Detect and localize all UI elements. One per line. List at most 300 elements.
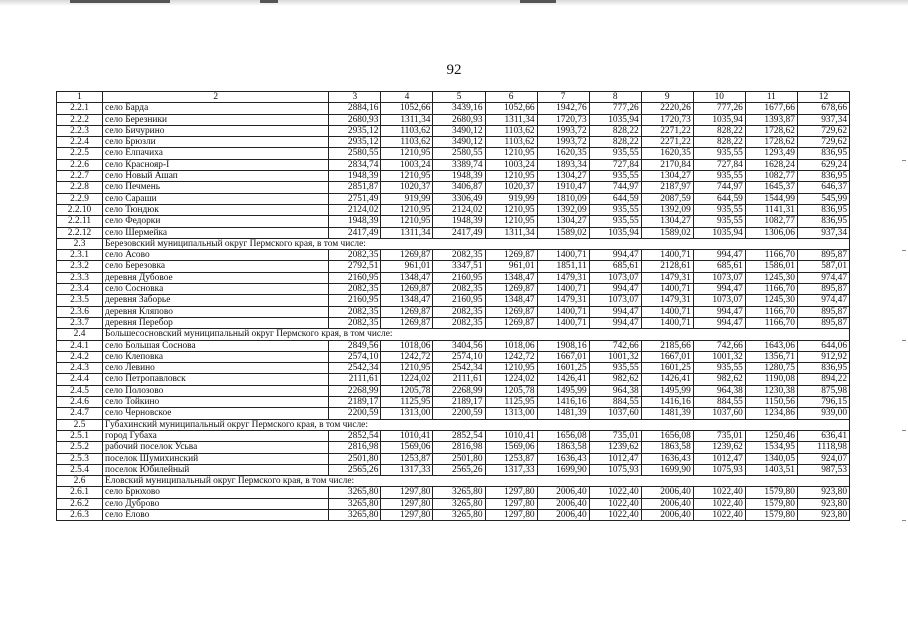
table-row <box>57 295 850 306</box>
value-cell: 1304,27 <box>537 216 589 227</box>
row-code: 2.5.1 <box>57 430 103 441</box>
value-cell: 1589,02 <box>641 227 693 238</box>
table-row <box>57 464 850 475</box>
value-cell: 1311,34 <box>485 227 537 238</box>
value-cell: 919,99 <box>485 193 537 204</box>
value-cell: 2834,74 <box>329 159 381 170</box>
value-cell: 1313,00 <box>485 408 537 419</box>
section-row <box>57 419 850 430</box>
row-code: 2.2.3 <box>57 125 103 136</box>
row-code: 2.4.3 <box>57 363 103 374</box>
value-cell: 3490,12 <box>433 137 485 148</box>
value-cell: 3490,12 <box>433 125 485 136</box>
value-cell: 974,47 <box>797 295 849 306</box>
value-cell: 1141,31 <box>745 204 797 215</box>
value-cell: 836,95 <box>797 363 849 374</box>
value-cell: 1579,80 <box>745 498 797 509</box>
value-cell: 1297,80 <box>381 509 433 520</box>
value-cell: 1210,95 <box>381 363 433 374</box>
value-cell: 2580,55 <box>329 148 381 159</box>
scan-artifact <box>70 0 170 3</box>
section-title: Губахинский муниципальный округ Пермского края, в том числе: <box>103 419 850 430</box>
value-cell: 1075,93 <box>693 464 745 475</box>
column-header: 2 <box>103 92 329 103</box>
value-cell: 974,47 <box>797 272 849 283</box>
row-code: 2.6.1 <box>57 487 103 498</box>
value-cell: 1400,71 <box>537 306 589 317</box>
value-cell: 895,87 <box>797 317 849 328</box>
value-cell: 994,47 <box>589 250 641 261</box>
table-body <box>57 103 850 521</box>
settlement-name: деревня Кляпово <box>103 306 329 317</box>
value-cell: 1037,60 <box>693 408 745 419</box>
value-cell: 1948,39 <box>329 216 381 227</box>
row-code: 2.5.4 <box>57 464 103 475</box>
value-cell: 1479,31 <box>537 272 589 283</box>
value-cell: 1022,40 <box>589 509 641 520</box>
value-cell: 1479,31 <box>641 272 693 283</box>
value-cell: 935,55 <box>693 171 745 182</box>
value-cell: 2160,95 <box>433 295 485 306</box>
value-cell: 1400,71 <box>641 284 693 295</box>
value-cell: 2851,87 <box>329 182 381 193</box>
table-row <box>57 261 850 272</box>
value-cell: 2271,22 <box>641 125 693 136</box>
settlement-name: село Дуброво <box>103 498 329 509</box>
value-cell: 939,00 <box>797 408 849 419</box>
page-number: 92 <box>446 62 462 78</box>
scan-artifact <box>902 160 906 161</box>
row-code: 2.6.3 <box>57 509 103 520</box>
row-code: 2.6.2 <box>57 498 103 509</box>
settlement-name: село Полозово <box>103 385 329 396</box>
value-cell: 935,55 <box>589 363 641 374</box>
value-cell: 796,15 <box>797 397 849 408</box>
value-cell: 2082,35 <box>433 250 485 261</box>
row-code: 2.4 <box>57 329 103 340</box>
value-cell: 1340,05 <box>745 453 797 464</box>
value-cell: 1010,41 <box>485 430 537 441</box>
table-row <box>57 171 850 182</box>
value-cell: 1297,80 <box>485 487 537 498</box>
value-cell: 1018,06 <box>381 340 433 351</box>
value-cell: 1020,37 <box>485 182 537 193</box>
value-cell: 884,55 <box>693 397 745 408</box>
value-cell: 1495,99 <box>641 385 693 396</box>
value-cell: 1210,95 <box>485 171 537 182</box>
value-cell: 1230,38 <box>745 385 797 396</box>
value-cell: 1052,66 <box>381 103 433 114</box>
value-cell: 1242,72 <box>381 351 433 362</box>
section-title: Большесосновский муниципальный округ Пермского края, в том числе: <box>103 329 850 340</box>
value-cell: 646,37 <box>797 182 849 193</box>
settlement-name: село Шермейка <box>103 227 329 238</box>
scan-artifact <box>902 520 906 521</box>
value-cell: 1103,62 <box>485 125 537 136</box>
value-cell: 729,62 <box>797 125 849 136</box>
value-cell: 1993,72 <box>537 125 589 136</box>
value-cell: 935,55 <box>589 204 641 215</box>
table-row <box>57 204 850 215</box>
section-title: Березовский муниципальный округ Пермского края, в том числе: <box>103 238 850 249</box>
section-title: Еловский муниципальный округ Пермского края, в том числе: <box>103 476 850 487</box>
value-cell: 1018,06 <box>485 340 537 351</box>
value-cell: 1269,87 <box>381 284 433 295</box>
settlement-name: село Березники <box>103 114 329 125</box>
value-cell: 1317,33 <box>381 464 433 475</box>
value-cell: 3265,80 <box>329 498 381 509</box>
value-cell: 1210,95 <box>485 204 537 215</box>
row-code: 2.4.4 <box>57 374 103 385</box>
table-row <box>57 374 850 385</box>
value-cell: 1400,71 <box>641 250 693 261</box>
table-row <box>57 317 850 328</box>
value-cell: 1035,94 <box>693 114 745 125</box>
value-cell: 2268,99 <box>329 385 381 396</box>
value-cell: 1245,30 <box>745 295 797 306</box>
value-cell: 1400,71 <box>641 317 693 328</box>
settlement-name: село Березовка <box>103 261 329 272</box>
settlement-name: село Брюзли <box>103 137 329 148</box>
value-cell: 2082,35 <box>433 317 485 328</box>
value-cell: 1893,34 <box>537 159 589 170</box>
value-cell: 987,53 <box>797 464 849 475</box>
table-row <box>57 442 850 453</box>
table-row <box>57 498 850 509</box>
value-cell: 1001,32 <box>589 351 641 362</box>
value-cell: 742,66 <box>693 340 745 351</box>
value-cell: 1304,27 <box>537 171 589 182</box>
value-cell: 2200,59 <box>433 408 485 419</box>
value-cell: 1022,40 <box>693 498 745 509</box>
value-cell: 729,62 <box>797 137 849 148</box>
value-cell: 1210,95 <box>485 216 537 227</box>
settlement-name: село Краснояр-I <box>103 159 329 170</box>
value-cell: 935,55 <box>693 363 745 374</box>
value-cell: 1022,40 <box>693 509 745 520</box>
value-cell: 895,87 <box>797 250 849 261</box>
value-cell: 1400,71 <box>537 284 589 295</box>
column-header: 6 <box>485 92 537 103</box>
settlement-name: деревня Перебор <box>103 317 329 328</box>
value-cell: 1003,24 <box>485 159 537 170</box>
row-code: 2.2.4 <box>57 137 103 148</box>
value-cell: 727,84 <box>693 159 745 170</box>
value-cell: 2187,97 <box>641 182 693 193</box>
column-header: 1 <box>57 92 103 103</box>
value-cell: 1656,08 <box>537 430 589 441</box>
row-code: 2.6 <box>57 476 103 487</box>
row-code: 2.2.7 <box>57 171 103 182</box>
table-row <box>57 103 850 114</box>
value-cell: 912,92 <box>797 351 849 362</box>
value-cell: 1948,39 <box>433 171 485 182</box>
table-row <box>57 216 850 227</box>
value-cell: 2816,98 <box>329 442 381 453</box>
value-cell: 919,99 <box>381 193 433 204</box>
settlement-name: село Большая Соснова <box>103 340 329 351</box>
value-cell: 678,66 <box>797 103 849 114</box>
value-cell: 2417,49 <box>329 227 381 238</box>
value-cell: 2160,95 <box>329 295 381 306</box>
settlement-name: поселок Шумихинский <box>103 453 329 464</box>
row-code: 2.5.3 <box>57 453 103 464</box>
value-cell: 1311,34 <box>381 114 433 125</box>
settlement-name: село Сараши <box>103 193 329 204</box>
row-code: 2.2.11 <box>57 216 103 227</box>
value-cell: 2935,12 <box>329 125 381 136</box>
value-cell: 1495,99 <box>537 385 589 396</box>
settlement-name: село Петропавловск <box>103 374 329 385</box>
value-cell: 2680,93 <box>433 114 485 125</box>
settlement-name: село Печмень <box>103 182 329 193</box>
table-row <box>57 193 850 204</box>
value-cell: 685,61 <box>693 261 745 272</box>
value-cell: 1579,80 <box>745 487 797 498</box>
value-cell: 1416,16 <box>537 397 589 408</box>
value-cell: 2160,95 <box>433 272 485 283</box>
value-cell: 1250,46 <box>745 430 797 441</box>
value-cell: 1150,56 <box>745 397 797 408</box>
value-cell: 2792,51 <box>329 261 381 272</box>
value-cell: 2006,40 <box>537 487 589 498</box>
value-cell: 1601,25 <box>537 363 589 374</box>
row-code: 2.4.7 <box>57 408 103 419</box>
settlement-name: поселок Юбилейный <box>103 464 329 475</box>
value-cell: 1720,73 <box>641 114 693 125</box>
settlement-name: село Федорки <box>103 216 329 227</box>
settlement-name: деревня Заборье <box>103 295 329 306</box>
row-code: 2.2.8 <box>57 182 103 193</box>
settlement-name: село Елово <box>103 509 329 520</box>
value-cell: 2542,34 <box>433 363 485 374</box>
value-cell: 836,95 <box>797 148 849 159</box>
value-cell: 1643,06 <box>745 340 797 351</box>
value-cell: 2751,49 <box>329 193 381 204</box>
value-cell: 1667,01 <box>537 351 589 362</box>
value-cell: 1210,95 <box>485 363 537 374</box>
value-cell: 2124,02 <box>329 204 381 215</box>
row-code: 2.2.10 <box>57 204 103 215</box>
value-cell: 923,80 <box>797 487 849 498</box>
value-cell: 994,47 <box>693 284 745 295</box>
value-cell: 2574,10 <box>433 351 485 362</box>
value-cell: 777,26 <box>589 103 641 114</box>
value-cell: 1103,62 <box>381 125 433 136</box>
table-row <box>57 148 850 159</box>
value-cell: 2124,02 <box>433 204 485 215</box>
value-cell: 1020,37 <box>381 182 433 193</box>
value-cell: 744,97 <box>589 182 641 193</box>
value-cell: 1118,98 <box>797 442 849 453</box>
value-cell: 1269,87 <box>485 317 537 328</box>
value-cell: 2849,56 <box>329 340 381 351</box>
value-cell: 1636,43 <box>641 453 693 464</box>
section-row <box>57 476 850 487</box>
value-cell: 644,59 <box>589 193 641 204</box>
value-cell: 828,22 <box>589 137 641 148</box>
value-cell: 1677,66 <box>745 103 797 114</box>
value-cell: 923,80 <box>797 509 849 520</box>
value-cell: 1393,87 <box>745 114 797 125</box>
value-cell: 994,47 <box>693 306 745 317</box>
section-row <box>57 329 850 340</box>
value-cell: 1035,94 <box>589 114 641 125</box>
value-cell: 1481,39 <box>641 408 693 419</box>
value-cell: 3265,80 <box>329 487 381 498</box>
value-cell: 1205,78 <box>485 385 537 396</box>
value-cell: 1601,25 <box>641 363 693 374</box>
value-cell: 895,87 <box>797 306 849 317</box>
value-cell: 994,47 <box>589 284 641 295</box>
value-cell: 1400,71 <box>537 250 589 261</box>
row-code: 2.3.3 <box>57 272 103 283</box>
value-cell: 3347,51 <box>433 261 485 272</box>
table-row <box>57 227 850 238</box>
value-cell: 1942,76 <box>537 103 589 114</box>
value-cell: 1269,87 <box>485 284 537 295</box>
value-cell: 1311,34 <box>381 227 433 238</box>
value-cell: 1035,94 <box>693 227 745 238</box>
table-row <box>57 284 850 295</box>
value-cell: 961,01 <box>381 261 433 272</box>
settlement-name: село Клеповка <box>103 351 329 362</box>
value-cell: 2189,17 <box>329 397 381 408</box>
value-cell: 1166,70 <box>745 306 797 317</box>
table-row <box>57 385 850 396</box>
value-cell: 2006,40 <box>641 487 693 498</box>
value-cell: 685,61 <box>589 261 641 272</box>
column-header: 4 <box>381 92 433 103</box>
column-header: 3 <box>329 92 381 103</box>
value-cell: 1010,41 <box>381 430 433 441</box>
row-code: 2.3.6 <box>57 306 103 317</box>
value-cell: 2006,40 <box>537 509 589 520</box>
value-cell: 1306,06 <box>745 227 797 238</box>
value-cell: 1166,70 <box>745 317 797 328</box>
value-cell: 1022,40 <box>589 498 641 509</box>
value-cell: 1400,71 <box>537 317 589 328</box>
value-cell: 1210,95 <box>381 171 433 182</box>
value-cell: 1297,80 <box>485 509 537 520</box>
value-cell: 1234,86 <box>745 408 797 419</box>
value-cell: 1356,71 <box>745 351 797 362</box>
column-header: 12 <box>797 92 849 103</box>
value-cell: 836,95 <box>797 216 849 227</box>
value-cell: 1392,09 <box>537 204 589 215</box>
value-cell: 1720,73 <box>537 114 589 125</box>
row-code: 2.4.6 <box>57 397 103 408</box>
value-cell: 1253,87 <box>381 453 433 464</box>
value-cell: 2565,26 <box>433 464 485 475</box>
value-cell: 1392,09 <box>641 204 693 215</box>
value-cell: 3265,80 <box>433 509 485 520</box>
value-cell: 1022,40 <box>693 487 745 498</box>
value-cell: 1166,70 <box>745 250 797 261</box>
value-cell: 1569,06 <box>485 442 537 453</box>
value-cell: 1348,47 <box>381 272 433 283</box>
value-cell: 1012,47 <box>693 453 745 464</box>
value-cell: 937,34 <box>797 227 849 238</box>
settlement-name: село Бичурино <box>103 125 329 136</box>
value-cell: 937,34 <box>797 114 849 125</box>
value-cell: 994,47 <box>589 317 641 328</box>
row-code: 2.3 <box>57 238 103 249</box>
value-cell: 1224,02 <box>485 374 537 385</box>
value-cell: 1948,39 <box>329 171 381 182</box>
row-code: 2.4.5 <box>57 385 103 396</box>
value-cell: 1269,87 <box>381 317 433 328</box>
value-cell: 3265,80 <box>433 487 485 498</box>
value-cell: 1948,39 <box>433 216 485 227</box>
value-cell: 828,22 <box>693 137 745 148</box>
value-cell: 1190,08 <box>745 374 797 385</box>
value-cell: 2082,35 <box>329 306 381 317</box>
value-cell: 587,01 <box>797 261 849 272</box>
value-cell: 935,55 <box>589 148 641 159</box>
scan-artifact <box>260 0 278 3</box>
table-row <box>57 408 850 419</box>
table-row <box>57 487 850 498</box>
scan-artifact <box>902 340 906 341</box>
value-cell: 1075,93 <box>589 464 641 475</box>
value-cell: 1416,16 <box>641 397 693 408</box>
row-code: 2.4.1 <box>57 340 103 351</box>
value-cell: 1656,08 <box>641 430 693 441</box>
value-cell: 1908,16 <box>537 340 589 351</box>
settlement-name: село Сосновка <box>103 284 329 295</box>
row-code: 2.2.12 <box>57 227 103 238</box>
value-cell: 735,01 <box>589 430 641 441</box>
value-cell: 1304,27 <box>641 216 693 227</box>
value-cell: 1269,87 <box>485 250 537 261</box>
value-cell: 629,24 <box>797 159 849 170</box>
value-cell: 777,26 <box>693 103 745 114</box>
table-row <box>57 363 850 374</box>
value-cell: 1125,95 <box>381 397 433 408</box>
value-cell: 1280,75 <box>745 363 797 374</box>
value-cell: 3439,16 <box>433 103 485 114</box>
value-cell: 923,80 <box>797 498 849 509</box>
table-header-row <box>57 92 850 103</box>
value-cell: 1245,30 <box>745 272 797 283</box>
value-cell: 2574,10 <box>329 351 381 362</box>
tariff-table <box>56 91 850 521</box>
value-cell: 2082,35 <box>329 317 381 328</box>
value-cell: 1239,62 <box>589 442 641 453</box>
row-code: 2.5.2 <box>57 442 103 453</box>
value-cell: 1863,58 <box>537 442 589 453</box>
value-cell: 2501,80 <box>329 453 381 464</box>
value-cell: 1348,47 <box>381 295 433 306</box>
value-cell: 1426,41 <box>641 374 693 385</box>
value-cell: 836,95 <box>797 171 849 182</box>
value-cell: 895,87 <box>797 284 849 295</box>
value-cell: 1304,27 <box>641 171 693 182</box>
value-cell: 2417,49 <box>433 227 485 238</box>
value-cell: 836,95 <box>797 204 849 215</box>
value-cell: 1579,80 <box>745 509 797 520</box>
value-cell: 2170,84 <box>641 159 693 170</box>
table-row <box>57 340 850 351</box>
value-cell: 982,62 <box>589 374 641 385</box>
value-cell: 1620,35 <box>641 148 693 159</box>
table-row <box>57 125 850 136</box>
value-cell: 1481,39 <box>537 408 589 419</box>
value-cell: 2082,35 <box>329 284 381 295</box>
column-header: 5 <box>433 92 485 103</box>
value-cell: 1269,87 <box>485 306 537 317</box>
